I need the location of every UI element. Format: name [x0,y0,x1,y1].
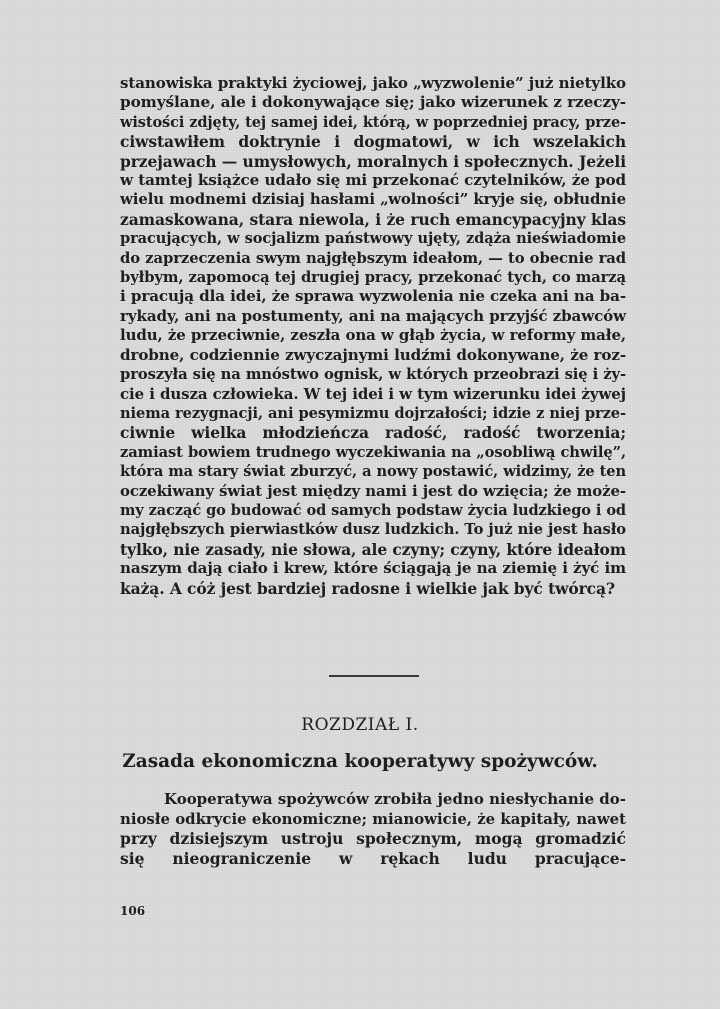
text-line: pomyślane, ale i dokonywające się; jako wizerunek z rzeczy- [120,93,626,112]
text-line: oczekiwany świat jest między nami i jest do wzięcia; że może- [120,481,626,500]
text-line: ciwstawiłem doktrynie i dogmatowi, w ich wszelakich [120,132,626,152]
main-paragraph [120,74,626,598]
text-line: ludu, że przeciwnie, zeszła ona w głąb życia, w reformy małe, [120,326,626,345]
section-divider [329,675,419,677]
text-line: i pracują dla idei, że sprawa wyzwolenia nie czeka ani na ba- [120,287,626,306]
text-line: naszym dają ciało i krew, które ściągają je na ziemię i żyć im [120,559,626,578]
text-line: Kooperatywa spożywców zrobiła jedno niesłychanie do- [164,790,626,808]
text-line: byłbym, zapomocą tej drugiej pracy, przekonać tych, co marzą [120,269,626,287]
text-line: w tamtej książce udało się mi przekonać czytelników, że pod [120,171,626,190]
text-line: niosłe odkrycie ekonomiczne; mianowicie, że kapitały, nawet [120,809,626,828]
text-line: zamiast bowiem trudnego wyczekiwania na „osobliwą chwilę”, [120,443,626,461]
page-number: 106 [120,904,146,918]
chapter-paragraph [120,790,626,868]
text-line: zamaskowana, stara niewola, i że ruch emancypacyjny klas [120,209,626,229]
text-line: cie i dusza człowieka. W tej idei i w tym wizerunku idei żywej [120,384,626,403]
text-line: niema rezygnacji, ani pesymizmu dojrzałości; idzie z niej prze- [120,404,626,422]
text-line: rykady, ani na postumenty, ani na mających przyjść zbawców [120,306,626,325]
text-line: tylko, nie zasady, nie słowa, ale czyny; czyny, które ideałom [120,539,626,559]
text-line: wistości zdjęty, tej samej idei, którą, w poprzedniej pracy, prze- [120,113,626,131]
chapter-number: ROZDZIAŁ I. [301,715,419,735]
text-line: najgłębszych pierwiastków dusz ludzkich. To już nie jest hasło [120,521,626,539]
text-line: ciwnie wielka młodzieńcza radość, radość tworzenia; [120,423,626,443]
chapter-title: Zasada ekonomiczna kooperatywy spożywców. [122,751,598,772]
text-line: która ma stary świat zburzyć, a nowy postawić, widzimy, że ten [120,463,626,481]
text-line: stanowiska praktyki życiowej, jako „wyzwolenie” już nietylko [120,74,626,92]
text-line: każą. A cóż jest bardziej radosne i wielkie jak być twórcą? [120,578,615,598]
text-line: pracujących, w socjalizm państwowy ujęty, zdąża nieświadomie [120,230,626,248]
text-line: przejawach — umysłowych, moralnych i społecznych. Jeżeli [120,151,626,171]
text-line: się nieograniczenie w rękach ludu pracujące- [120,848,626,868]
text-line: wielu modnemi dzisiaj hasłami „wolności” kryje się, obłudnie [120,190,626,209]
text-line: przy dzisiejszym ustroju społecznym, mogą gromadzić [120,829,626,849]
text-line: my zacząć go budować od samych podstaw życia ludzkiego i od [120,501,626,519]
text-line: proszyła się na mnóstwo ognisk, w których przeobrazi się i ży- [120,366,626,384]
text-line: do zaprzeczenia swym najgłębszym ideałom, — to obecnie rad [120,249,626,267]
text-line: drobne, codziennie zwyczajnymi ludźmi dokonywane, że roz- [120,345,626,364]
